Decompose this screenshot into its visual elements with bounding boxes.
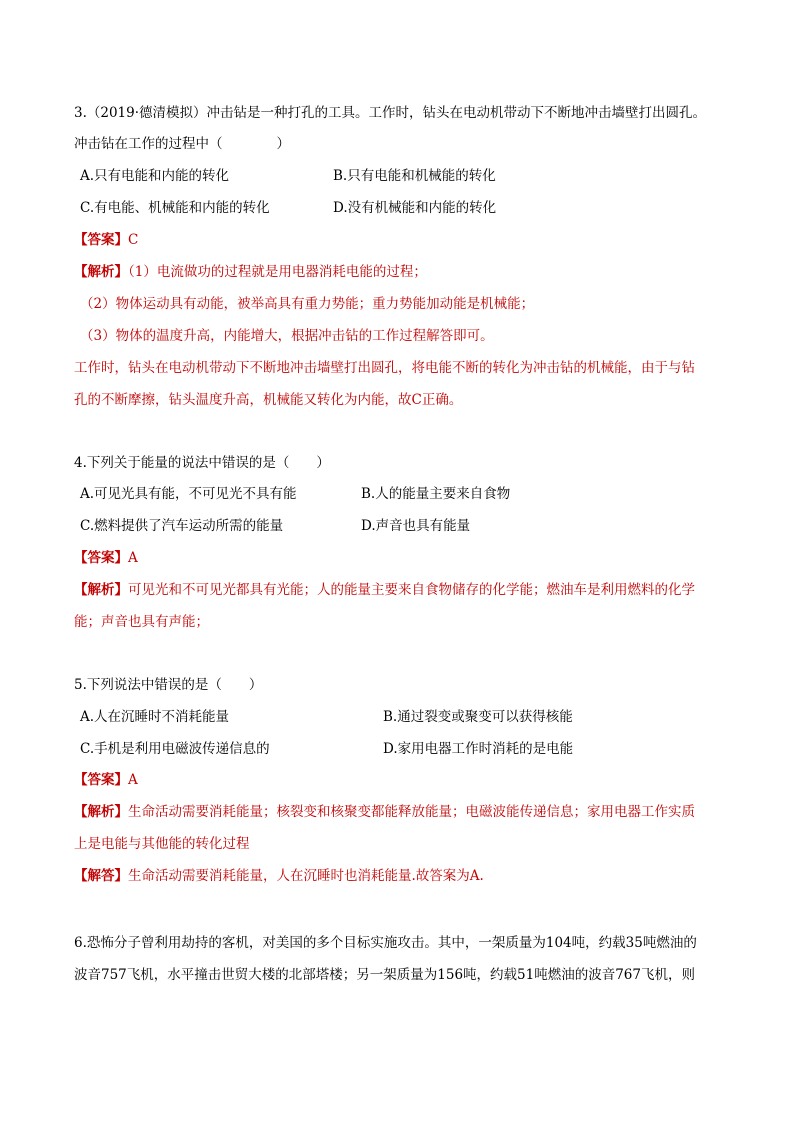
q5-analysis-line2: 上是电能与其他能的转化过程 (74, 836, 250, 852)
q3-answer (74, 230, 138, 250)
q3-analysis-line3: （3）物体的温度升高，内能增大，根据冲击钻的工作过程解答即可。 (80, 328, 494, 344)
analysis-text: 生命活动需要消耗能量；核裂变和核聚变都能释放能量；电磁波能传递信息；家用电器工作实质 (128, 804, 695, 820)
q5-option-d: D.家用电器工作时消耗的是电能 (383, 741, 574, 757)
q3-option-a: A.只有电能和内能的转化 (80, 168, 230, 184)
q3-option-c: C.有电能、机械能和内能的转化 (80, 200, 270, 216)
q5-option-a: A.人在沉睡时不消耗能量 (80, 709, 230, 725)
solution-tag: 【解答】 (74, 868, 128, 884)
q4-answer (74, 548, 138, 568)
q5-stem: 5.下列说法中错误的是（ ） (74, 677, 263, 693)
q4-option-d: D.声音也具有能量 (361, 518, 471, 534)
analysis-tag: 【解析】 (74, 804, 128, 820)
answer-value: A (128, 772, 138, 788)
q4-option-a: A.可见光具有能，不可见光不具有能 (80, 486, 297, 502)
q4-analysis-line2: 能；声音也具有声能； (74, 614, 209, 630)
answer-tag: 【答案】 (74, 232, 128, 248)
q3-analysis-line2: （2）物体运动具有动能，被举高具有重力势能；重力势能加动能是机械能； (80, 296, 535, 312)
q3-stem-line2: 冲击钻在工作的过程中（ ） (74, 136, 290, 152)
q3-analysis-line5: 孔的不断摩擦，钻头温度升高，机械能又转化为内能，故C正确。 (74, 392, 463, 408)
q4-option-b: B.人的能量主要来自食物 (361, 486, 511, 502)
q3-analysis-line1 (74, 262, 427, 282)
answer-tag: 【答案】 (74, 550, 128, 566)
analysis-text: 可见光和不可见光都具有光能；人的能量主要来自食物储存的化学能；燃油车是利用燃料的化学 (128, 582, 695, 598)
q5-option-c: C.手机是利用电磁波传递信息的 (80, 741, 270, 757)
q5-option-b: B.通过裂变或聚变可以获得核能 (383, 709, 573, 725)
q5-solution (74, 866, 484, 886)
q6-stem-line2: 波音757飞机，水平撞击世贸大楼的北部塔楼；另一架质量为156吨，约载51吨燃油的波音767飞机，则 (74, 967, 695, 983)
q3-option-b: B.只有电能和机械能的转化 (333, 168, 496, 184)
q3-stem-line1: 3.（2019·德清模拟）冲击钻是一种打孔的工具。工作时，钻头在电动机带动下不断地冲击墙壁打出圆孔。 (74, 105, 707, 121)
answer-value: C (128, 232, 139, 248)
q4-option-c: C.燃料提供了汽车运动所需的能量 (80, 518, 284, 534)
q4-stem: 4.下列关于能量的说法中错误的是（ ） (74, 455, 330, 471)
q5-answer (74, 770, 138, 790)
analysis-text: （1）电流做功的过程就是用电器消耗电能的过程； (128, 264, 427, 280)
q6-stem-line1: 6.恐怖分子曾利用劫持的客机，对美国的多个目标实施攻击。其中，一架质量为104吨，约载35吨燃油的 (74, 935, 697, 951)
q3-option-d: D.没有机械能和内能的转化 (333, 200, 497, 216)
analysis-tag: 【解析】 (74, 582, 128, 598)
q5-analysis-line1 (74, 802, 695, 822)
answer-tag: 【答案】 (74, 772, 128, 788)
solution-text: 生命活动需要消耗能量，人在沉睡时也消耗能量.故答案为A. (128, 868, 484, 884)
answer-value: A (128, 550, 138, 566)
q3-analysis-line4: 工作时，钻头在电动机带动下不断地冲击墙壁打出圆孔，将电能不断的转化为冲击钻的机械能，由于与钻 (74, 360, 695, 376)
q4-analysis-line1 (74, 580, 695, 600)
analysis-tag: 【解析】 (74, 264, 128, 280)
